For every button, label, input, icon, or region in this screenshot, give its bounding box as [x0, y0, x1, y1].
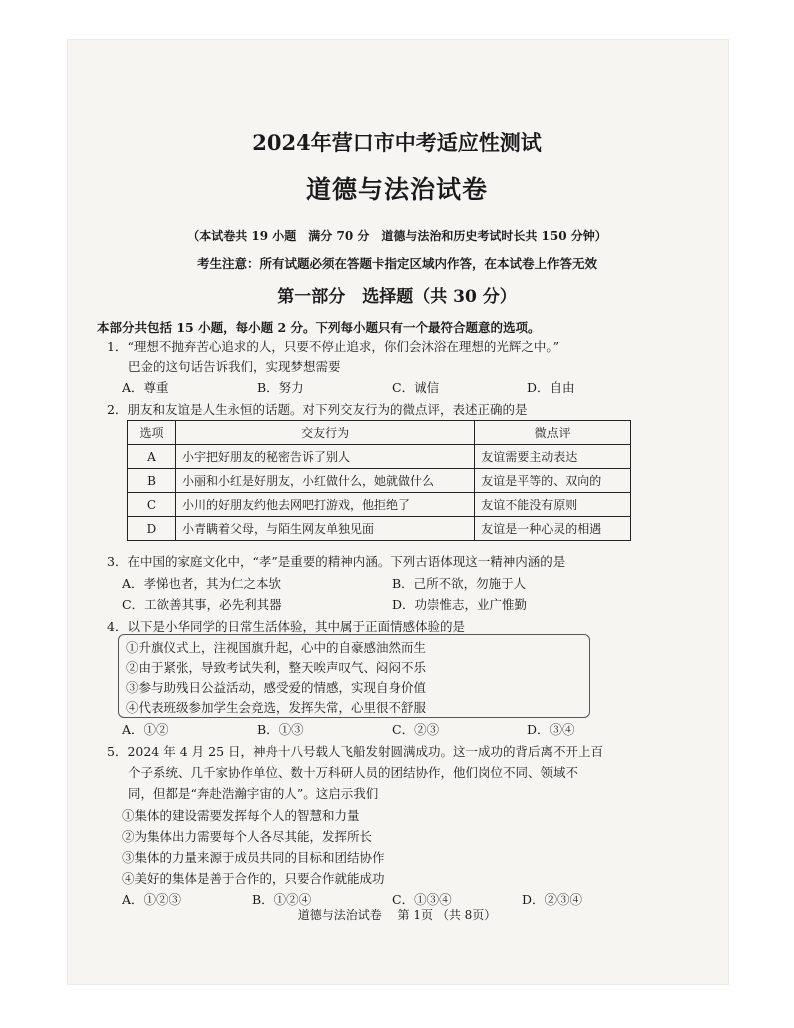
row-option: C: [128, 493, 176, 517]
part-intro: 本部分共包括 15 小题，每小题 2 分。下列每小题只有一个最符合题意的选项。: [97, 320, 541, 335]
header-option: 选项: [128, 421, 176, 445]
table-row: [128, 517, 631, 541]
row-comment: 友谊是平等的、双向的: [475, 469, 631, 493]
q4-option-b: B．①③: [257, 722, 304, 737]
footer-label: 道德与法治试卷: [297, 908, 382, 922]
q4-option-d: D．③④: [527, 722, 575, 737]
q1-stem-line1: 1．“理想不抛弃苦心追求的人，只要不停止追求，你们会沐浴在理想的光辉之中。”: [107, 339, 559, 354]
row-comment: 友谊是一种心灵的相遇: [475, 517, 631, 541]
row-behavior: 小丽和小红是好朋友，小红做什么，她就做什么: [175, 469, 474, 493]
q5-item-1: ①集体的建设需要发挥每个人的智慧和力量: [122, 808, 360, 823]
q3-option-b: B．己所不欲，勿施于人: [392, 576, 527, 591]
row-behavior: 小宇把好朋友的秘密告诉了别人: [175, 445, 474, 469]
q5-item-4: ④美好的集体是善于合作的，只要合作就能成功: [122, 871, 385, 886]
table-row: [128, 493, 631, 517]
q1-stem-line2: 巴金的这句话告诉我们，实现梦想需要: [128, 359, 341, 374]
header-comment: 微点评: [475, 421, 631, 445]
row-option: B: [128, 469, 176, 493]
q4-option-c: C．②③: [392, 722, 440, 737]
q1-option-c: C．诚信: [392, 380, 440, 395]
q1-option-a: A．尊重: [122, 380, 169, 395]
page-footer: [0, 906, 794, 923]
subject-title: 道德与法治试卷: [305, 175, 488, 204]
exam-notice: 考生注意：所有试题必须在答题卡指定区域内作答，在本试卷上作答无效: [196, 256, 597, 271]
q5-item-2: ②为集体出力需要每个人各尽其能，发挥所长: [122, 829, 373, 844]
friendship-table: [127, 420, 631, 541]
q1-option-d: D．自由: [527, 380, 575, 395]
row-behavior: 小川的好朋友约他去网吧打游戏，他拒绝了: [175, 493, 474, 517]
header-behavior: 交友行为: [175, 421, 474, 445]
q5-option-a: A．①②③: [122, 892, 182, 907]
row-option: A: [128, 445, 176, 469]
q5-option-b: B．①②④: [252, 892, 312, 907]
q4-item-1: ①升旗仪式上，注视国旗升起，心中的自豪感油然而生: [126, 640, 427, 655]
row-option: D: [128, 517, 176, 541]
q3-stem: 3．在中国的家庭文化中，“孝”是重要的精神内涵。下列古语体现这一精神内涵的是: [107, 554, 566, 569]
q4-stem: 4．以下是小华同学的日常生活体验，其中属于正面情感体验的是: [107, 619, 465, 634]
row-behavior: 小青瞒着父母，与陌生网友单独见面: [175, 517, 474, 541]
q4-item-4: ④代表班级参加学生会竞选，发挥失常，心里很不舒服: [126, 700, 427, 715]
q1-option-b: B．努力: [257, 380, 304, 395]
part-heading: 第一部分 选择题（共 30 分）: [277, 287, 517, 307]
row-comment: 友谊不能没有原则: [475, 493, 631, 517]
q5-stem-line3: 同，但都是“奔赴浩瀚宇宙的人”。这启示我们: [128, 786, 379, 801]
table-header-row: [128, 421, 631, 445]
q4-option-a: A．①②: [122, 722, 169, 737]
footer-page: 第 1页: [397, 908, 433, 922]
q5-stem-line1: 5．2024 年 4 月 25 日，神舟十八号载人飞船发射圆满成功。这一成功的背后离不开上百: [107, 744, 603, 759]
q3-option-c: C．工欲善其事，必先利其器: [122, 597, 282, 612]
table-row: [128, 445, 631, 469]
q5-stem-line2: 个子系统、几千家协作单位、数十万科研人员的团结协作，他们岗位不同、领域不: [128, 765, 579, 780]
row-comment: 友谊需要主动表达: [475, 445, 631, 469]
exam-meta: （本试卷共 19 小题 满分 70 分 道德与法治和历史考试时长共 150 分钟）: [187, 229, 607, 243]
q3-option-d: D．功崇惟志，业广惟勤: [392, 597, 528, 612]
exam-title: 2024年营口市中考适应性测试: [252, 130, 542, 155]
footer-total: （共 8页）: [436, 908, 497, 922]
table-row: [128, 469, 631, 493]
q4-item-3: ③参与助残日公益活动，感受爱的情感，实现自身价值: [126, 680, 427, 695]
q5-item-3: ③集体的力量来源于成员共同的目标和团结协作: [122, 850, 385, 865]
q5-option-d: D．②③④: [522, 892, 583, 907]
q2-stem: 2．朋友和友谊是人生永恒的话题。对下列交友行为的微点评，表述正确的是: [107, 402, 528, 417]
q5-option-c: C．①③④: [392, 892, 452, 907]
q3-option-a: A．孝悌也者，其为仁之本欤: [122, 576, 282, 591]
q4-item-2: ②由于紧张，导致考试失利，整天唉声叹气、闷闷不乐: [126, 660, 427, 675]
